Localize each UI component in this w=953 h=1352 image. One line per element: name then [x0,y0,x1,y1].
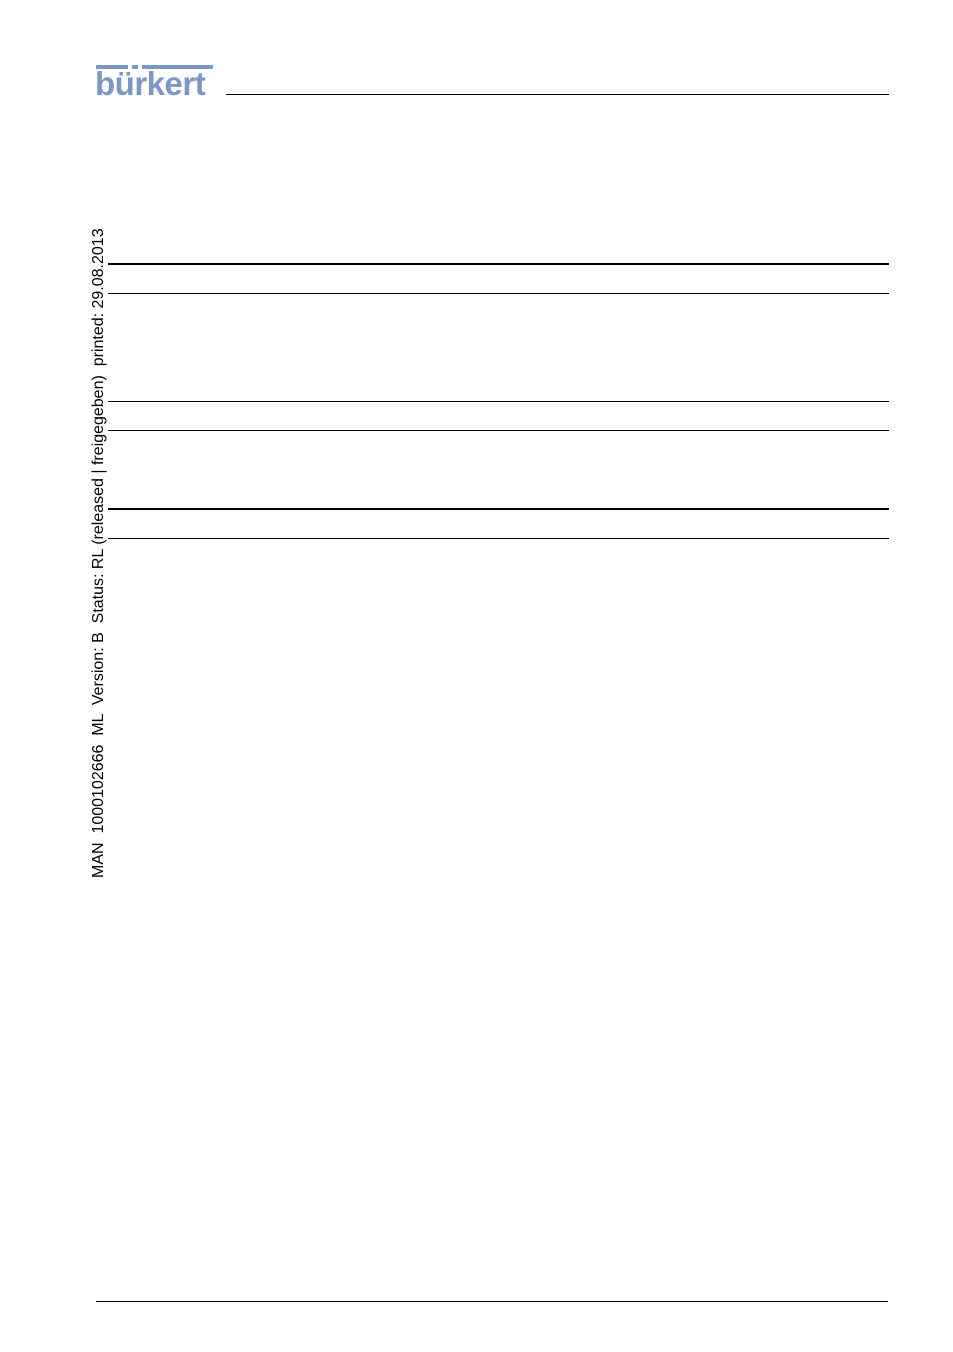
divider-rule [108,508,889,510]
logo-wordmark: bürkert [95,65,206,102]
footer-rule [96,1301,888,1302]
header-rule [226,94,889,95]
document-status-label: MAN 1000102666 ML Version: B Status: RL (released | freigegeben) printed: 29.08.2013 [90,228,107,878]
burkert-logo [95,62,215,102]
divider-rule [108,538,889,539]
divider-rule [108,263,889,265]
divider-rule [108,430,889,431]
divider-rule [108,293,889,294]
divider-rule [108,401,889,402]
